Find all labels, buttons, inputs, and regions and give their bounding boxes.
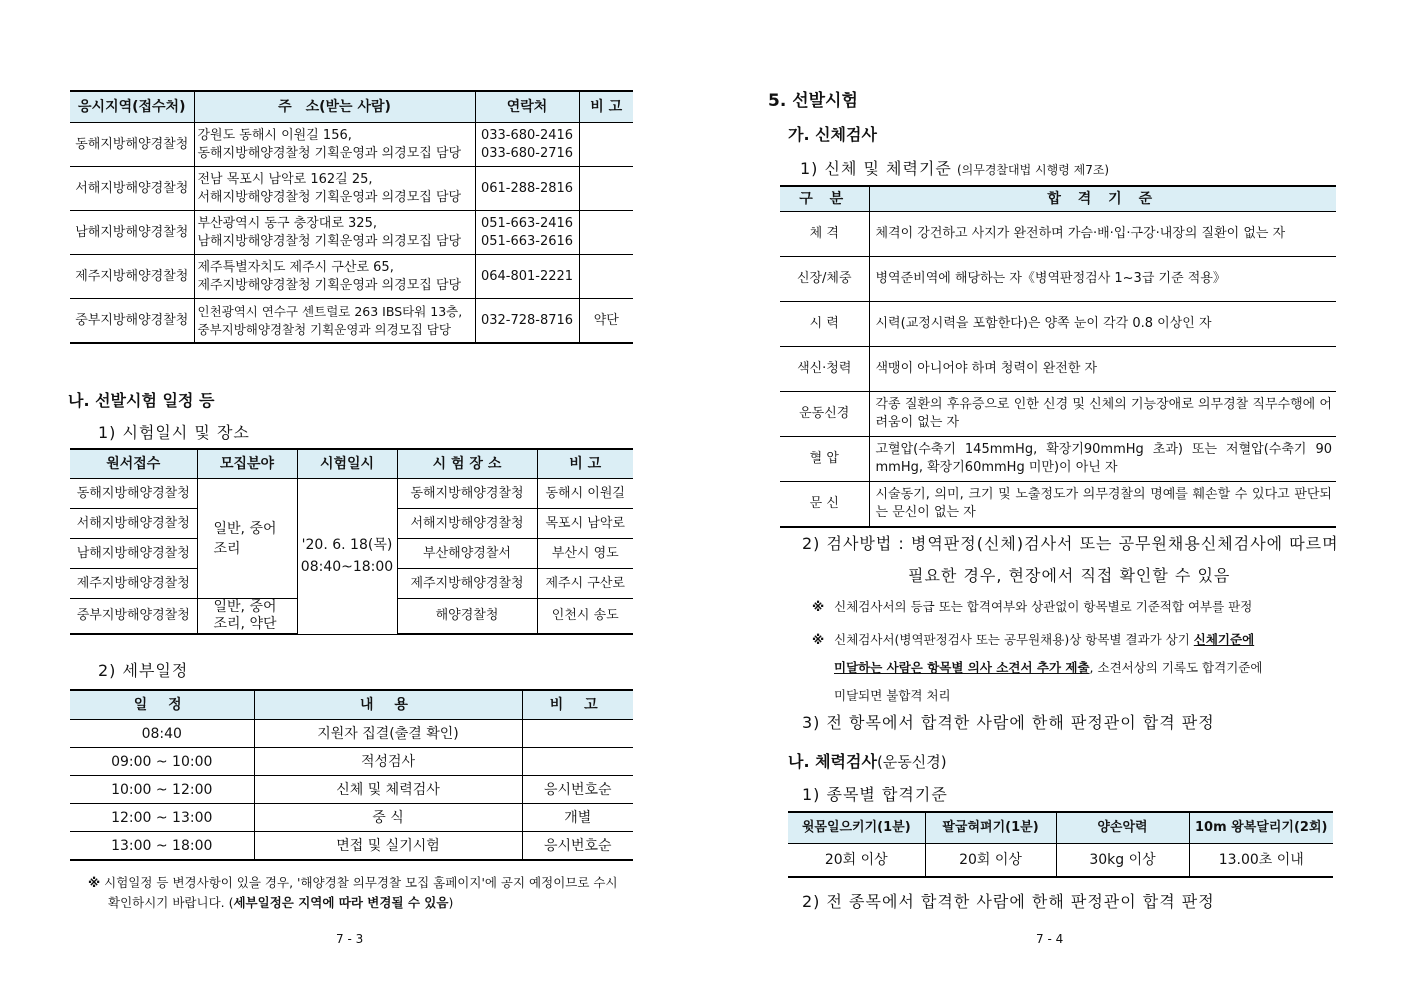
table-row (780, 347, 1336, 392)
section-heading-schedule: 나. 선발시험 일정 등 (68, 391, 215, 410)
criteria-cell: 체격이 강건하고 사지가 완전하며 가슴·배·입·구강·내장의 질환이 없는 자 (869, 212, 1336, 257)
place-cell: 해양경찰청 (397, 599, 537, 635)
table-row (70, 299, 633, 344)
note-cell: 부산시 영도 (537, 539, 633, 569)
note-cell (522, 720, 633, 748)
subheading-fitness-test (788, 749, 947, 772)
note-cell: 동해시 이원길 (537, 479, 633, 509)
item-body-criteria (800, 156, 1109, 179)
col-header: 팔굽혀펴기(1분) (925, 812, 1056, 844)
phone: 033-680-2716 (480, 145, 574, 161)
col-header: 일 정 (70, 690, 254, 720)
address-line: 강원도 동해시 이원길 156, (197, 127, 352, 143)
address-cell (194, 299, 475, 344)
note-emphasis: 신체기준에 (1193, 632, 1255, 647)
subheading-exam-datetime: 1) 시험일시 및 장소 (98, 423, 250, 442)
address-cell (194, 123, 475, 167)
content-cell: 신체 및 체력검사 (254, 776, 522, 804)
category-cell: 운동신경 (780, 392, 869, 437)
table-header-row (780, 186, 1336, 212)
phone-cell (475, 211, 579, 255)
note-cell (579, 255, 633, 299)
place-cell: 동해지방해양경찰청 (397, 479, 537, 509)
item-exam-method-cont: 필요한 경우, 현장에서 직접 확인할 수 있음 (908, 566, 1231, 585)
table-row (780, 437, 1336, 482)
category-cell: 문 신 (780, 482, 869, 528)
table-row (70, 776, 633, 804)
content-cell: 지원자 집결(출결 확인) (254, 720, 522, 748)
col-header: 주 소(받는 사람) (194, 91, 475, 123)
col-header: 응시지역(접수처) (70, 91, 194, 123)
table-header-row (788, 812, 1333, 844)
criteria-value: 20회 이상 (925, 844, 1056, 878)
region-cell: 중부지방해양경찰청 (70, 299, 194, 344)
place-cell: 부산해양경찰서 (397, 539, 537, 569)
item-exam-method: 2) 검사방법 : 병역판정(신체)검사서 또는 공무원채용신체검사에 따르며 (802, 534, 1339, 553)
note-mark: ※ (812, 599, 825, 614)
address-line: 중부지방해양경찰청 기획운영과 의경모집 담당 (197, 321, 451, 337)
page-number: 7 - 4 (1036, 932, 1064, 946)
table-row (70, 832, 633, 861)
note-item (812, 626, 1342, 710)
fitness-criteria-table (788, 811, 1333, 878)
note-cell: 제주시 구산로 (537, 569, 633, 599)
footnote-mark: ※ (88, 875, 101, 890)
exam-datetime-cell (297, 479, 397, 635)
content-cell: 면접 및 실기시험 (254, 832, 522, 861)
note-text: 신체검사서의 등급 또는 합격여부와 상관없이 항목별로 기준적합 여부를 판정 (834, 599, 1253, 614)
region-cell: 동해지방해양경찰청 (70, 123, 194, 167)
address-line: 서해지방해양경찰청 기획운영과 의경모집 담당 (197, 189, 462, 205)
phone: 051-663-2616 (480, 233, 574, 249)
table-row (780, 212, 1336, 257)
note-cell: 약단 (579, 299, 633, 344)
item-text: 1) 신체 및 체력기준 (800, 159, 952, 178)
section-heading-selection-exam: 5. 선발시험 (768, 91, 858, 111)
table-row (70, 255, 633, 299)
criteria-cell: 시력(교정시력을 포함한다)은 양쪽 눈이 각각 0.8 이상인 자 (869, 302, 1336, 347)
table-row (70, 804, 633, 832)
address-line: 동해지방해양경찰청 기획운영과 의경모집 담당 (197, 145, 462, 161)
criteria-value: 30kg 이상 (1056, 844, 1189, 878)
footnote-text: 시험일정 등 변경사항이 있을 경우, '해양경찰 의무경찰 모집 홈페이지'에 공지 예정이므로 수시 (104, 875, 618, 890)
address-line: 남해지방해양경찰청 기획운영과 의경모집 담당 (197, 233, 462, 249)
criteria-cell: 고혈압(수축기 145mmHg, 확장기90mmHg 초과) 또는 저혈압(수축기 90 mmHg, 확장기60mmHg 미만)이 아닌 자 (869, 437, 1336, 482)
category-cell: 시 력 (780, 302, 869, 347)
note-text: 미달되면 불합격 처리 (834, 688, 951, 703)
address-cell (194, 255, 475, 299)
table-row (70, 211, 633, 255)
address-line: 부산광역시 동구 충장대로 325, (197, 215, 377, 231)
note-cell: 응시번호순 (522, 832, 633, 861)
criteria-cell: 색맹이 아니어야 하며 청력이 완전한 자 (869, 347, 1336, 392)
footnote-emphasis: 세부일정은 지역에 따라 변경될 수 있음 (233, 895, 449, 910)
footnote (88, 873, 636, 913)
col-header: 내 용 (254, 690, 522, 720)
table-row (70, 720, 633, 748)
col-header: 양손악력 (1056, 812, 1189, 844)
region-cell: 서해지방해양경찰청 (70, 509, 197, 539)
table-row (70, 479, 633, 509)
phone-cell: 032-728-8716 (475, 299, 579, 344)
table-row (70, 167, 633, 211)
table-row (780, 392, 1336, 437)
col-header: 시험일시 (297, 449, 397, 479)
region-cell: 남해지방해양경찰청 (70, 211, 194, 255)
col-header: 원서접수 (70, 449, 197, 479)
field-cell: 일반, 중어 조리 (197, 479, 297, 599)
address-cell (194, 167, 475, 211)
col-header: 비 고 (579, 91, 633, 123)
content-cell: 중 식 (254, 804, 522, 832)
address-cell (194, 211, 475, 255)
exam-date: '20. 6. 18(목) (301, 537, 393, 554)
col-header: 모집분야 (197, 449, 297, 479)
note-cell: 개별 (522, 804, 633, 832)
table-header-row (70, 91, 633, 123)
table-row (788, 844, 1333, 878)
note-cell (579, 167, 633, 211)
phone-cell (475, 123, 579, 167)
criteria-cell: 시술동기, 의미, 크기 및 노출정도가 의무경찰의 명예를 훼손할 수 있다고 판단되는 문신이 없는 자 (869, 482, 1336, 528)
note-emphasis: 미달하는 사람은 항목별 의사 소견서 추가 제출 (834, 660, 1090, 675)
time-cell: 12:00 ~ 13:00 (70, 804, 254, 832)
place-cell: 서해지방해양경찰청 (397, 509, 537, 539)
criteria-cell: 병역준비역에 해당하는 자《병역판정검사 1~3급 기준 적용》 (869, 257, 1336, 302)
region-cell: 남해지방해양경찰청 (70, 539, 197, 569)
criteria-value: 13.00초 이내 (1189, 844, 1333, 878)
phone-cell: 061-288-2816 (475, 167, 579, 211)
category-cell: 체 격 (780, 212, 869, 257)
criteria-value: 20회 이상 (788, 844, 925, 878)
note-text: 신체검사서(병역판정검사 또는 공무원채용)상 항목별 결과가 상기 (834, 632, 1190, 647)
region-cell: 제주지방해양경찰청 (70, 255, 194, 299)
schedule-table (70, 448, 633, 635)
content-cell: 적성검사 (254, 748, 522, 776)
item-event-criteria: 1) 종목별 합격기준 (802, 785, 948, 804)
detail-schedule-table (70, 689, 633, 861)
item-reference: (의무경찰대법 시행령 제7조) (956, 163, 1110, 177)
note-cell (579, 211, 633, 255)
field-cell: 일반, 중어 조리, 약단 (197, 599, 297, 635)
note-cell: 목포시 남악로 (537, 509, 633, 539)
table-row (70, 123, 633, 167)
table-row (780, 302, 1336, 347)
time-cell: 08:40 (70, 720, 254, 748)
category-cell: 색신·청력 (780, 347, 869, 392)
region-cell: 제주지방해양경찰청 (70, 569, 197, 599)
body-criteria-table (780, 185, 1336, 528)
subheading-text: 나. 체력검사 (788, 752, 877, 771)
address-line: 인천광역시 연수구 센트럴로 263 IBS타워 13층, (197, 303, 463, 319)
time-cell: 10:00 ~ 12:00 (70, 776, 254, 804)
time-cell: 13:00 ~ 18:00 (70, 832, 254, 861)
subheading-detail-schedule: 2) 세부일정 (98, 661, 189, 680)
contact-table (70, 90, 633, 344)
note-mark: ※ (812, 632, 825, 647)
col-header: 비 고 (522, 690, 633, 720)
col-header: 합 격 기 준 (869, 186, 1336, 212)
region-cell: 중부지방해양경찰청 (70, 599, 197, 635)
col-header: 비 고 (537, 449, 633, 479)
table-header-row (70, 690, 633, 720)
note-cell (579, 123, 633, 167)
col-header: 윗몸일으키기(1분) (788, 812, 925, 844)
table-row (780, 482, 1336, 528)
subheading-note: (운동신경) (876, 753, 947, 771)
criteria-cell: 각종 질환의 후유증으로 인한 신경 및 신체의 기능장애로 의무경찰 직무수행에 어려움이 없는 자 (869, 392, 1336, 437)
note-cell: 응시번호순 (522, 776, 633, 804)
subheading-physical-exam: 가. 신체검사 (788, 125, 877, 144)
item-fitness-pass-decision: 2) 전 종목에서 합격한 사람에 한해 판정관이 합격 판정 (802, 892, 1215, 911)
time-cell: 09:00 ~ 10:00 (70, 748, 254, 776)
category-cell: 혈 압 (780, 437, 869, 482)
page-number: 7 - 3 (336, 932, 364, 946)
col-header: 10m 왕복달리기(2회) (1189, 812, 1333, 844)
place-cell: 제주지방해양경찰청 (397, 569, 537, 599)
note-item (812, 597, 1252, 617)
col-header: 연락처 (475, 91, 579, 123)
address-line: 제주지방해양경찰청 기획운영과 의경모집 담당 (197, 277, 462, 293)
item-pass-decision: 3) 전 항목에서 합격한 사람에 한해 판정관이 합격 판정 (802, 713, 1215, 732)
region-cell: 동해지방해양경찰청 (70, 479, 197, 509)
note-cell: 인천시 송도 (537, 599, 633, 635)
address-line: 전남 목포시 남악로 162길 25, (197, 171, 373, 187)
footnote-text: ) (448, 895, 454, 910)
phone: 051-663-2416 (480, 215, 574, 231)
col-header: 시 험 장 소 (397, 449, 537, 479)
category-cell: 신장/체중 (780, 257, 869, 302)
phone: 033-680-2416 (480, 127, 574, 143)
note-cell (522, 748, 633, 776)
footnote-text: 확인하시기 바랍니다. ( (108, 895, 234, 910)
col-header: 구 분 (780, 186, 869, 212)
note-text: , 소견서상의 기록도 합격기준에 (1089, 660, 1263, 675)
region-cell: 서해지방해양경찰청 (70, 167, 194, 211)
table-row (780, 257, 1336, 302)
address-line: 제주특별자치도 제주시 구산로 65, (197, 259, 394, 275)
table-header-row (70, 449, 633, 479)
table-row (70, 748, 633, 776)
exam-time: 08:40~18:00 (300, 559, 394, 576)
phone-cell: 064-801-2221 (475, 255, 579, 299)
